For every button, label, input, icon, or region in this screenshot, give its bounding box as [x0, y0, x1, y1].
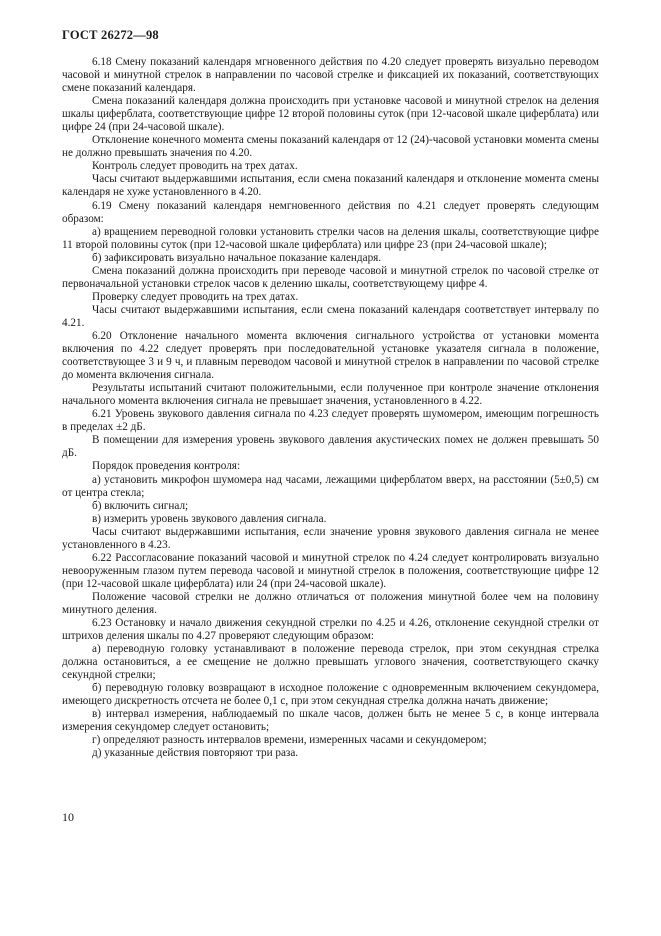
- document-header: ГОСТ 26272—98: [62, 28, 159, 42]
- paragraph: Положение часовой стрелки не должно отличаться от положения минутной более чем на половину минутного деления.: [62, 590, 599, 616]
- paragraph: Результаты испытаний считают положительными, если полученное при контроле значение отклонения начального момента включения сигнала не превышает значения, установленного в 4.22.: [62, 382, 599, 408]
- list-item: б) переводную головку возвращают в исходное положение с одновременным включением секундомера, имеющего дискретность отсчета не более 0,1 с, при этом секундная стрелка должна начать движение;: [62, 682, 599, 708]
- paragraph: 6.19 Смену показаний календаря немгновенного действия по 4.21 следует проверять следующим образом:: [62, 199, 599, 225]
- document-body: [62, 56, 599, 761]
- list-item: д) указанные действия повторяют три раза.: [92, 747, 299, 760]
- paragraph: 6.23 Остановку и начало движения секундной стрелки по 4.25 и 4.26, отклонение секундной стрелки от штрихов деления шкалы по 4.27 проверяют следующим образом:: [62, 617, 599, 643]
- paragraph: Часы считают выдержавшими испытания, если смена показаний календаря соответствует интервалу по 4.21.: [62, 303, 599, 329]
- paragraph: 6.20 Отклонение начального момента включения сигнального устройства от установки момента включения по 4.22 следует проверять при последовательной установке указателя сигнала в положение, соответствующее 3 и 9 ч, и плавным переводом часовой и минутной стрелок в направлении по часовой стрелке до момента включения сигнала.: [62, 329, 599, 382]
- paragraph: Смена показаний календаря должна происходить при установке часовой и минутной стрелок на деления шкалы циферблата, соответствующие цифре 12 второй половины суток (при 12-часовой шкале циферблата) или цифре 24 (при 24-часовой шкале).: [62, 95, 599, 134]
- paragraph: 6.18 Смену показаний календаря мгновенного действия по 4.20 следует проверять визуально переводом часовой и минутной стрелок в направлении по часовой стрелке и фиксацией их показаний, соответствующих смене показаний календаря.: [62, 56, 599, 95]
- list-item: г) определяют разность интервалов времени, измеренных часами и секундомером;: [92, 734, 487, 747]
- paragraph: 6.21 Уровень звукового давления сигнала по 4.23 следует проверять шумомером, имеющим погрешность в пределах ±2 дБ.: [62, 408, 599, 434]
- list-item: а) установить микрофон шумомера над часами, лежащими циферблатом вверх, на расстоянии (5±0,5) см от центра стекла;: [62, 473, 599, 499]
- list-item: б) зафиксировать визуально начальное показание календаря.: [92, 251, 382, 264]
- paragraph: В помещении для измерения уровень звукового давления акустических помех не должен превышать 50 дБ.: [62, 434, 599, 460]
- list-item: б) включить сигнал;: [92, 499, 189, 512]
- list-item: а) вращением переводной головки установить стрелки часов на деления шкалы, соответствующие цифре 11 второй половины суток (при 12-часовой шкале циферблата) или цифре 23 (при 24-часовой шкале);: [62, 225, 599, 251]
- list-item: в) интервал измерения, наблюдаемый по шкале часов, должен быть не менее 5 с, в конце интервала измерения секундомер следует остановить;: [62, 708, 599, 734]
- paragraph: Часы считают выдержавшими испытания, если смена показаний календаря и отклонение момента смены календаря не хуже установленного в 4.20.: [62, 173, 599, 199]
- paragraph: Смена показаний должна происходить при переводе часовой и минутной стрелок по часовой стрелке от первоначальной установки стрелок часов к делению шкалы, соответствующему цифре 4.: [62, 264, 599, 290]
- paragraph: Порядок проведения контроля:: [92, 460, 241, 473]
- paragraph: Проверку следует проводить на трех датах.: [92, 290, 299, 303]
- paragraph: 6.22 Рассогласование показаний часовой и минутной стрелок по 4.24 следует контролировать визуально невооруженным глазом путем перевода часовой и минутной стрелок в положения, соответствующие цифре 12 (при 12-часовой шкале циферблата) или 24 (при 24-часовой шкале).: [62, 551, 599, 590]
- page-number: 10: [62, 810, 74, 824]
- list-item: а) переводную головку устанавливают в положение перевода стрелок, при этом секундная стрелка должна остановиться, а ее смещение не должно превышать углового значения, соответствующего скачку секундной стрелки;: [62, 643, 599, 682]
- paragraph: Отклонение конечного момента смены показаний календаря от 12 (24)-часовой установки момента смены не должно превышать значения по 4.20.: [62, 134, 599, 160]
- paragraph: Часы считают выдержавшими испытания, если значение уровня звукового давления сигнала не менее установленного в 4.23.: [62, 525, 599, 551]
- paragraph: Контроль следует проводить на трех датах.: [92, 160, 298, 173]
- list-item: в) измерить уровень звукового давления сигнала.: [92, 512, 327, 525]
